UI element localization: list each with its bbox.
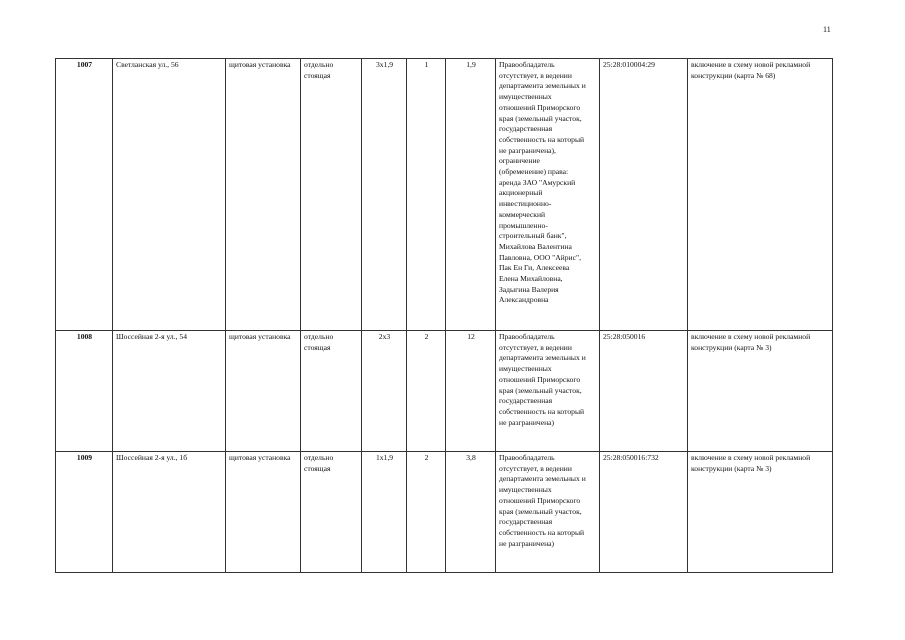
- address-cell: Шоссейная 2-я ул., 54: [113, 331, 226, 452]
- placement-cell: [301, 331, 362, 452]
- placement-text: отдельно стоящая: [304, 453, 334, 473]
- sides-cell: 1: [407, 59, 446, 331]
- page-number: 11: [823, 25, 831, 34]
- owner-cell: [496, 331, 600, 452]
- placement-text: отдельно стоящая: [304, 332, 334, 352]
- structure-type-cell: щитовая установка: [226, 331, 301, 452]
- owner-text: Правообладатель отсутствует, в ведении департамента земельных и имущественных отношений Приморского края (земельный участок, государственная собственность на который не разграничена), ограничение (обременение) права: аренда ЗАО "Амурский акционерный инвестиционно- коммерческий промышленно- строительный банк", Михайлова Валентина Павловна, ООО "Айрис", Пак Ен Ги, Алексеева Елена Михайловна, Задыгина Валерия Александровна: [499, 60, 586, 305]
- action-cell: включение в схему новой рекламной конструкции (карта № 3): [688, 331, 833, 452]
- table-row: [56, 59, 833, 331]
- address-cell: Светланская ул., 56: [113, 59, 226, 331]
- structure-type-cell: щитовая установка: [226, 59, 301, 331]
- structure-type-cell: щитовая установка: [226, 452, 301, 573]
- cadastral-number-cell: 25:28:050016: [600, 331, 688, 452]
- sides-cell: 2: [407, 452, 446, 573]
- owner-text: Правообладатель отсутствует, в ведении департамента земельных и имущественных отношений Приморского края (земельный участок, государственная собственность на который не разграничена): [499, 453, 586, 548]
- size-cell: 1x1,9: [362, 452, 407, 573]
- owner-text: Правообладатель отсутствует, в ведении департамента земельных и имущественных отношений Приморского края (земельный участок, государственная собственность на который не разграничена): [499, 332, 586, 427]
- area-cell: 12: [446, 331, 496, 452]
- advertising-structures-table: [55, 58, 833, 573]
- owner-cell: [496, 452, 600, 573]
- cadastral-number-cell: 25:28:050016:732: [600, 452, 688, 573]
- size-cell: 3x1,9: [362, 59, 407, 331]
- table-row: [56, 452, 833, 573]
- area-cell: 1,9: [446, 59, 496, 331]
- action-cell: включение в схему новой рекламной конструкции (карта № 3): [688, 452, 833, 573]
- placement-cell: [301, 452, 362, 573]
- sides-cell: 2: [407, 331, 446, 452]
- row-number-cell: 1009: [56, 452, 113, 573]
- row-number-cell: 1007: [56, 59, 113, 331]
- area-cell: 3,8: [446, 452, 496, 573]
- table-row: [56, 331, 833, 452]
- size-cell: 2x3: [362, 331, 407, 452]
- address-cell: Шоссейная 2-я ул., 1б: [113, 452, 226, 573]
- placement-text: отдельно стоящая: [304, 60, 334, 80]
- placement-cell: [301, 59, 362, 331]
- cadastral-number-cell: 25:28:010004:29: [600, 59, 688, 331]
- action-cell: включение в схему новой рекламной конструкции (карта № 68): [688, 59, 833, 331]
- owner-cell: [496, 59, 600, 331]
- row-number-cell: 1008: [56, 331, 113, 452]
